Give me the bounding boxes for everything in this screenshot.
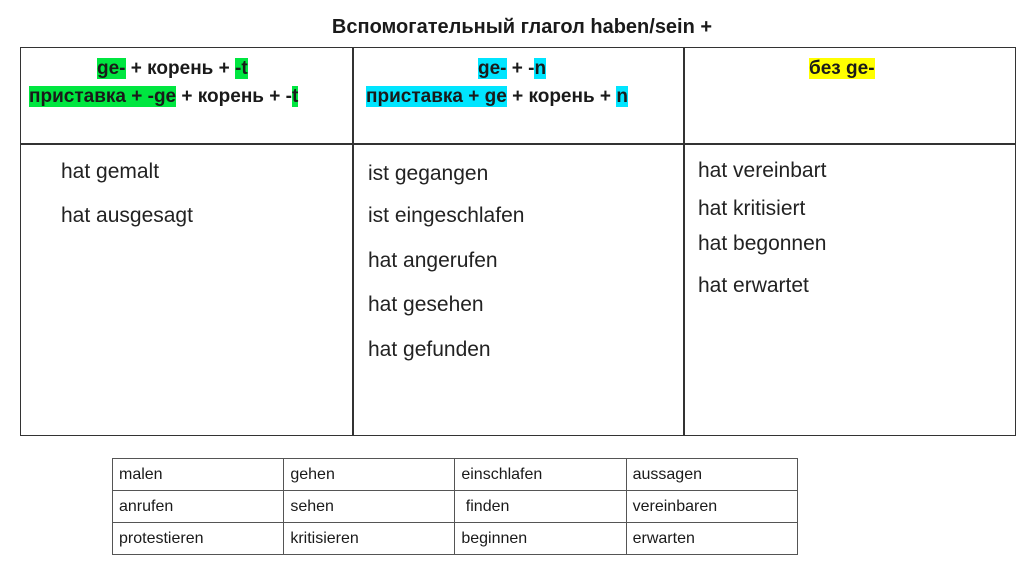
table-cell: beginnen <box>455 523 626 555</box>
header-line-1 <box>29 55 349 83</box>
word-item: hat kritisiert <box>698 197 806 220</box>
word-item: hat erwartet <box>698 274 809 297</box>
word-item: ist eingeschlafen <box>368 204 525 227</box>
table-cell: vereinbaren <box>626 491 797 523</box>
header-line-2 <box>29 83 349 111</box>
column-header-no-ge <box>809 55 875 83</box>
header-line-1 <box>366 55 686 83</box>
table-row <box>113 459 798 491</box>
conjugation-table <box>20 47 1016 436</box>
header-segment: + корень + <box>125 58 236 79</box>
column-header-ge-t <box>29 55 349 111</box>
header-segment: приставка + ge <box>366 86 507 107</box>
word-item: hat begonnen <box>698 232 827 255</box>
header-segment: + корень + <box>506 86 617 107</box>
table-row <box>113 523 798 555</box>
header-segment: ge- <box>478 58 507 79</box>
table-row <box>113 491 798 523</box>
infinitive-table <box>112 458 798 555</box>
header-segment: приставка + -ge <box>29 86 177 107</box>
header-segment: n <box>616 86 628 107</box>
table-cell: sehen <box>284 491 455 523</box>
word-item: hat ausgesagt <box>61 204 193 227</box>
header-segment: -t <box>235 58 248 79</box>
header-segment: без ge- <box>809 58 875 79</box>
column-header-ge-n <box>366 55 686 111</box>
table-cell: gehen <box>284 459 455 491</box>
table-cell: finden <box>455 491 626 523</box>
column-divider <box>352 48 354 435</box>
word-item: hat gefunden <box>368 338 491 361</box>
header-segment: + - <box>506 58 535 79</box>
table-cell: einschlafen <box>455 459 626 491</box>
word-item: hat vereinbart <box>698 159 827 182</box>
header-segment: n <box>534 58 547 79</box>
table-cell: erwarten <box>626 523 797 555</box>
header-line-2 <box>366 83 686 111</box>
word-item: ist gegangen <box>368 162 489 185</box>
header-segment: + корень + - <box>176 86 292 107</box>
page-title: Вспомогательный глагол haben/sein + <box>331 16 713 38</box>
table-cell: protestieren <box>113 523 284 555</box>
header-line-1 <box>809 55 875 83</box>
header-divider <box>21 143 1015 145</box>
header-segment: t <box>291 86 299 107</box>
word-item: hat gesehen <box>368 293 484 316</box>
header-segment: ge- <box>97 58 126 79</box>
table-cell: anrufen <box>113 491 284 523</box>
word-item: hat angerufen <box>368 249 498 272</box>
table-cell: kritisieren <box>284 523 455 555</box>
word-item: hat gemalt <box>61 160 160 183</box>
table-cell: malen <box>113 459 284 491</box>
table-cell: aussagen <box>626 459 797 491</box>
